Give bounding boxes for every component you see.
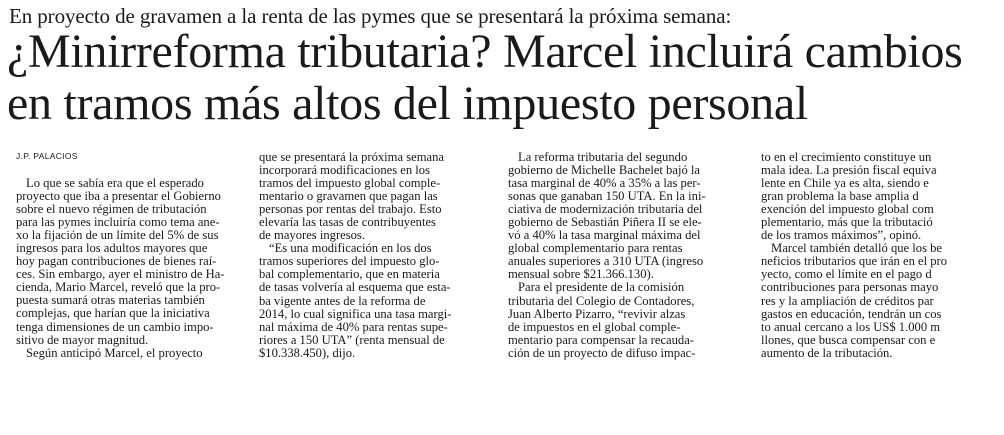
paragraph: Para el presidente de la comisión tributaria del Colegio de Contadores, Juan Alberto Pizarro, “revivir alzas de impuestos en el global comple- mentario para compensar la recauda- ción de un proyecto de difuso impac-	[508, 280, 696, 360]
article-kicker: En proyecto de gravamen a la renta de las pymes que se presentará la próxima semana:	[9, 4, 732, 28]
paragraph: Marcel también detalló que los be neficios tributarios que irán en el pro yecto, como el límite en el pago d contribuciones para personas mayo res y la ampliación de créditos par gastos en educación, tendrán un cos to anual cercano a los US$ 1.000 m llones, que busca compensar con e aumento de la tributación.	[761, 241, 948, 360]
paragraph: que se presentará la próxima semana incorporará modificaciones en los tramos del impuesto global comple- mentario o gravamen que pagan las personas por rentas del trabajo. Esto elevaría las tasas de contribuyentes de mayores ingresos.	[259, 150, 444, 243]
text-column-1	[16, 177, 238, 360]
text-column-4	[761, 151, 1004, 360]
paragraph: La reforma tributaria del segundo gobierno de Michelle Bachelet bajó la tasa marginal de 40% a 35% a las per- sonas que ganaban 150 UTA. En la ini- ciativa de modernización tributaria del gobierno de Sebastián Piñera II se ele- vó a 40% la tasa marginal máxima del global complementario para rentas anuales superiores a 310 UTA (ingreso mensual sobre $21.366.130).	[508, 150, 706, 282]
paragraph: to en el crecimiento constituye un mala idea. La presión fiscal equiva lente en Chile ya es alta, siendo e gran problema la base amplia d exención del impuesto global com plementario, más que la tributació de los tramos máximos”, opinó.	[761, 150, 937, 243]
paragraph: Según anticipó Marcel, el proyecto	[26, 345, 203, 360]
text-column-3	[508, 151, 740, 360]
headline-line-1: ¿Minirreforma tributaria? Marcel incluirá cambios	[7, 25, 963, 78]
text-column-2	[259, 151, 487, 360]
article-headline	[7, 26, 997, 130]
paragraph: Lo que se sabía era que el esperado proyecto que iba a presentar el Gobierno sobre el nuevo régimen de tributación para las pymes incluiría como tema ane- xo la fijación de un límite del 5% de sus ingresos para los adultos mayores que hoy pagan contribuciones de bienes raí- ces. Sin embargo, ayer el ministro de Ha- cienda, Mario Marcel, reveló que la pro- puesta sumará otras materias también complejas, que harían que la iniciativa tenga dimensiones de un cambio impo- sitivo de mayor magnitud.	[16, 176, 225, 347]
article-byline: J.P. PALACIOS	[16, 151, 78, 161]
paragraph: “Es una modificación en los dos tramos superiores del impuesto glo- bal complementario, que en materia de tasas volvería al esquema que esta- ba vigente antes de la reforma de 2014, lo cual significa una tasa margi- nal máxima de 40% para rentas supe- riores a 150 UTA” (renta mensual de $10.338.450), dijo.	[259, 241, 452, 360]
headline-line-2: en tramos más altos del impuesto personal	[7, 77, 808, 130]
